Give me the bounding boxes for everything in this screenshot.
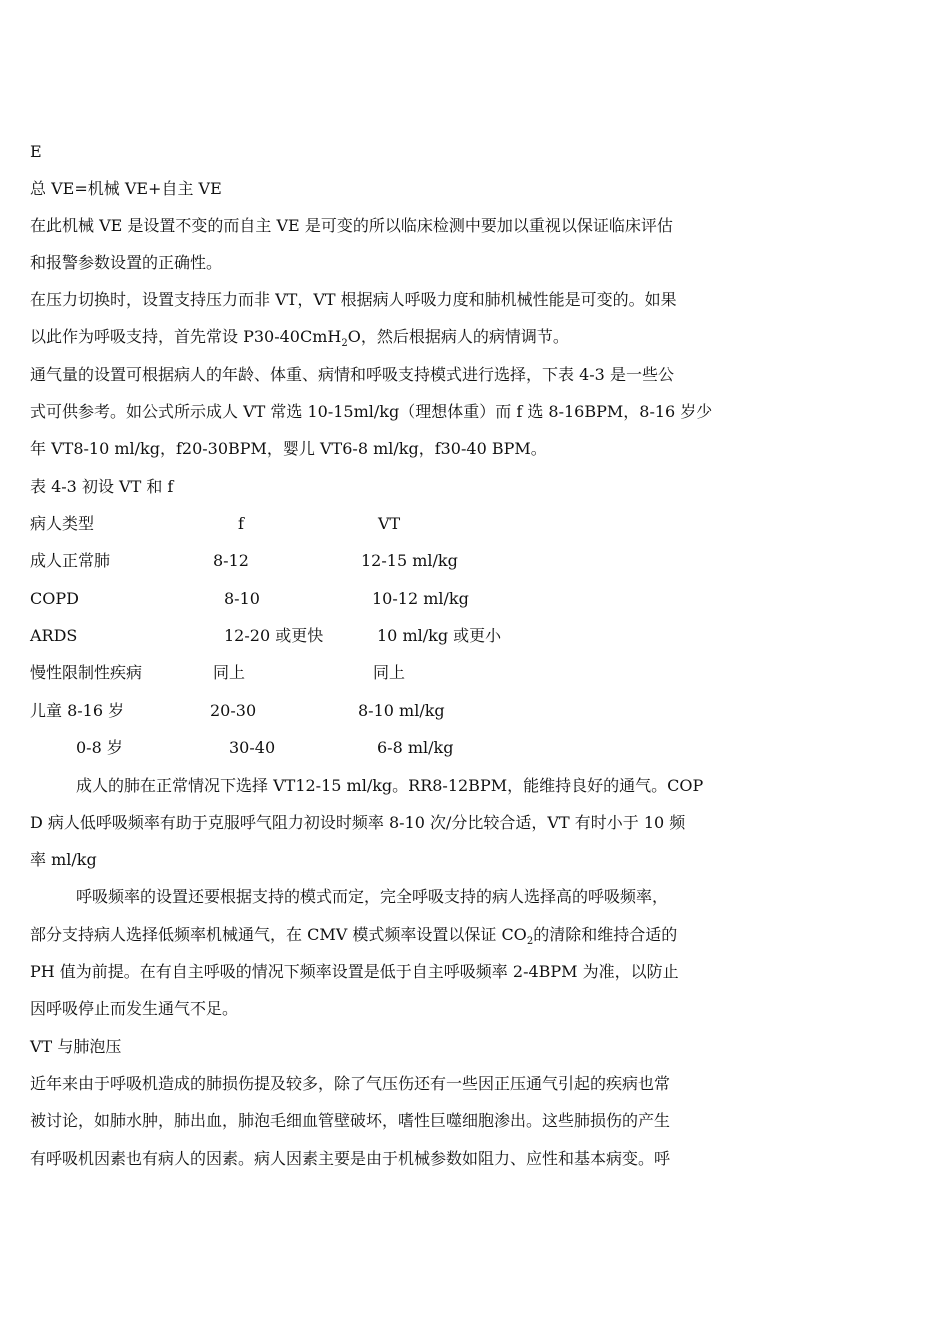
paragraph-4-line-3: 率 ml/kg — [30, 850, 97, 869]
table-cell-vt: 6-8 ml/kg — [377, 738, 454, 757]
table-caption: 表 4-3 初设 VT 和 f — [30, 477, 174, 496]
table-cell-f: 8-10 — [224, 589, 260, 608]
paragraph-5-line-1: 呼吸频率的设置还要根据支持的模式而定，完全呼吸支持的病人选择高的呼吸频率， — [76, 887, 669, 906]
table-cell-type: 儿童 8-16 岁 — [30, 701, 125, 720]
table-cell-type: 0-8 岁 — [76, 738, 123, 757]
table-cell-type: 成人正常肺 — [30, 551, 111, 570]
table-cell-type: 慢性限制性疾病 — [30, 663, 143, 682]
paragraph-1-line-2: 和报警参数设置的正确性。 — [30, 253, 223, 272]
table-cell-vt: 12-15 ml/kg — [361, 551, 458, 570]
paragraph-5-line-4: 因呼吸停止而发生通气不足。 — [30, 999, 239, 1018]
table-cell-f: 8-12 — [213, 551, 249, 570]
table-header-f: f — [238, 514, 244, 533]
paragraph-3-line-2: 式可供参考。如公式所示成人 VT 常选 10-15ml/kg（理想体重）而 f 选 8-16BPM，8-16 岁少 — [30, 402, 713, 421]
table-cell-vt: 同上 — [373, 663, 406, 682]
paragraph-2-line-1: 在压力切换时，设置支持压力而非 VT，VT 根据病人呼吸力度和肺机械性能是可变的。如果 — [30, 290, 677, 309]
paragraph-1-line-1: 在此机械 VE 是设置不变的而自主 VE 是可变的所以临床检测中要加以重视以保证临床评估 — [30, 216, 673, 235]
table-cell-vt: 8-10 ml/kg — [358, 701, 445, 720]
paragraph-5-line-2: 部分支持病人选择低频率机械通气，在 CMV 模式频率设置以保证 $CO_2$的清除和维持合适的 — [30, 925, 678, 947]
table-cell-vt: 10-12 ml/kg — [372, 589, 469, 608]
formula-line: 总 VE=机械 VE+自主 VE — [30, 179, 222, 198]
heading-e: E — [30, 142, 42, 161]
table-cell-f: 20-30 — [210, 701, 257, 720]
table-cell-f: 30-40 — [229, 738, 276, 757]
section-title: VT 与肺泡压 — [30, 1037, 122, 1056]
paragraph-4-line-1: 成人的肺在正常情况下选择 VT12-15 ml/kg。RR8-12BPM，能维持良好的通气。COP — [76, 776, 704, 795]
table-header-vt: VT — [378, 514, 401, 533]
paragraph-3-line-3: 年 VT8-10 ml/kg，f20-30BPM，婴儿 VT6-8 ml/kg，f30-40 BPM。 — [30, 439, 547, 458]
paragraph-4-line-2: D 病人低呼吸频率有助于克服呼气阻力初设时频率 8-10 次/分比较合适，VT 有时小于 10 频 — [30, 813, 686, 832]
paragraph-3-line-1: 通气量的设置可根据病人的年龄、体重、病情和呼吸支持模式进行选择，下表 4-3 是一些公 — [30, 365, 674, 384]
table-cell-type: COPD — [30, 589, 79, 608]
paragraph-6-line-3: 有呼吸机因素也有病人的因素。病人因素主要是由于机械参数如阻力、应性和基本病变。呼 — [30, 1149, 671, 1168]
paragraph-6-line-1: 近年来由于呼吸机造成的肺损伤提及较多，除了气压伤还有一些因正压通气引起的疾病也常 — [30, 1074, 671, 1093]
table-cell-type: ARDS — [30, 626, 78, 645]
table-cell-f: 12-20 或更快 — [224, 626, 324, 645]
table-cell-vt: 10 ml/kg 或更小 — [377, 626, 502, 645]
paragraph-6-line-2: 被讨论，如肺水肿，肺出血，肺泡毛细血管壁破坏，嗜性巨噬细胞渗出。这些肺损伤的产生 — [30, 1111, 671, 1130]
table-header-patient-type: 病人类型 — [30, 514, 95, 533]
paragraph-5-line-3: PH 值为前提。在有自主呼吸的情况下频率设置是低于自主呼吸频率 2-4BPM 为准，以防止 — [30, 962, 679, 981]
paragraph-2-line-2: 以此作为呼吸支持，首先常设 P30-40CmH$_2$O，然后根据病人的病情调节。 — [30, 327, 569, 349]
table-cell-f: 同上 — [213, 663, 246, 682]
